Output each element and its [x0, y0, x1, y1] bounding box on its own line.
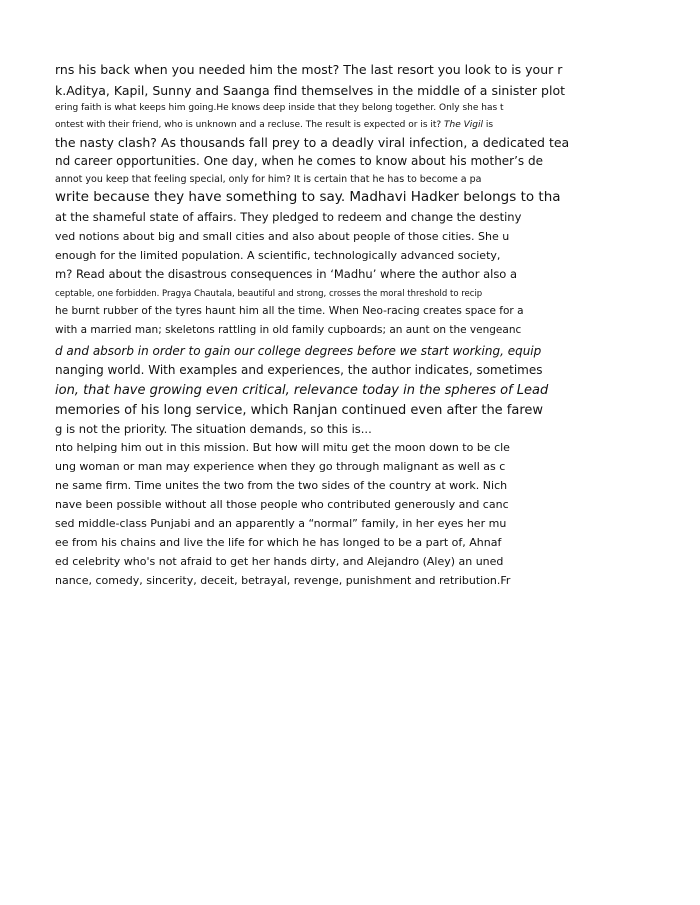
- text-line: nd career opportunities. One day, when he comes to know about his mother’s de: [55, 154, 543, 168]
- text-line: write because they have something to say. Madhavi Hadker belongs to tha: [55, 189, 561, 205]
- text-line: memories of his long service, which Ranjan continued even after the farew: [55, 403, 544, 418]
- text-line: annot you keep that feeling special, only for him? It is certain that he has to become a pa: [55, 174, 482, 185]
- text-line: nance, comedy, sincerity, deceit, betrayal, revenge, punishment and retribution.Fr: [55, 574, 511, 587]
- text-line: with a married man; skeletons rattling in old family cupboards; an aunt on the vengeanc: [55, 324, 522, 336]
- text-span: ontest with their friend, who is unknown and a recluse. The result is expected or is it?: [55, 120, 445, 130]
- text-line: ion, that have growing even critical, relevance today in the spheres of Lead: [55, 383, 549, 398]
- text-line: he burnt rubber of the tyres haunt him all the time. When Neo-racing creates space for a: [55, 305, 524, 317]
- text-span: is: [483, 120, 494, 130]
- text-line: ved notions about big and small cities and also about people of those cities. She u: [55, 230, 510, 243]
- book-title: The Vigil: [444, 120, 484, 130]
- text-line: at the shameful state of affairs. They pledged to redeem and change the destiny: [55, 210, 522, 224]
- text-excerpt-block: [55, 60, 572, 587]
- text-line: [55, 120, 493, 131]
- text-line: nto helping him out in this mission. But how will mitu get the moon down to be cle: [55, 441, 510, 454]
- text-line: ering faith is what keeps him going.He knows deep inside that they belong together. Only she has t: [55, 103, 504, 113]
- text-line: d and absorb in order to gain our college degrees before we start working, equip: [55, 344, 542, 358]
- text-line: the nasty clash? As thousands fall prey to a deadly viral infection, a dedicated tea: [55, 135, 570, 150]
- text-line: ed celebrity who's not afraid to get her hands dirty, and Alejandro (Aley) an uned: [55, 555, 504, 568]
- text-line: ung woman or man may experience when they go through malignant as well as c: [55, 460, 506, 473]
- text-line: nave been possible without all those people who contributed generously and canc: [55, 498, 509, 511]
- text-line: sed middle-class Punjabi and an apparently a “normal” family, in her eyes her mu: [55, 517, 507, 530]
- text-line: g is not the priority. The situation demands, so this is...: [55, 422, 372, 436]
- text-line: ne same firm. Time unites the two from the two sides of the country at work. Nich: [55, 479, 508, 492]
- text-line: enough for the limited population. A scientific, technologically advanced society,: [55, 249, 501, 262]
- text-line: m? Read about the disastrous consequences in ‘Madhu’ where the author also a: [55, 267, 518, 281]
- text-line: nanging world. With examples and experiences, the author indicates, sometimes: [55, 363, 543, 377]
- text-line: rns his back when you needed him the most? The last resort you look to is your r: [55, 62, 563, 77]
- text-line: ceptable, one forbidden. Pragya Chautala, beautiful and strong, crosses the moral threshold to recip: [55, 289, 483, 299]
- text-line: ee from his chains and live the life for which he has longed to be a part of, Ahnaf: [55, 536, 502, 549]
- text-line: k.Aditya, Kapil, Sunny and Saanga find themselves in the middle of a sinister plot: [55, 83, 565, 98]
